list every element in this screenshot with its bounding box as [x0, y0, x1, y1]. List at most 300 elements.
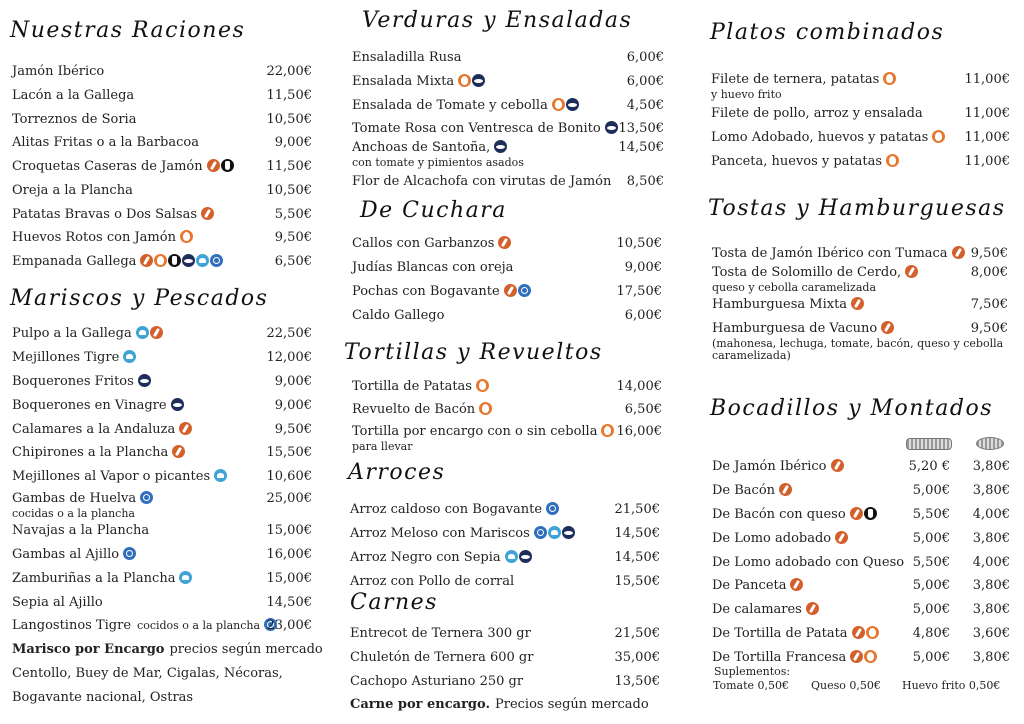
menu-item: [711, 72, 1010, 101]
item-name: De Bacón: [712, 483, 776, 498]
item-subtitle: y huevo frito: [711, 88, 782, 101]
item-price: 23,00€: [266, 618, 312, 633]
menu-item: [12, 326, 312, 343]
egg-icon: [458, 74, 471, 87]
item-price: 9,50€: [274, 421, 312, 437]
item-price: 25,00€: [266, 491, 312, 506]
item-price: 14,50€: [614, 550, 660, 565]
section-title: Verduras y Ensaladas: [362, 8, 633, 33]
mollusc-icon: [196, 254, 209, 267]
allergen-icons: [851, 297, 865, 314]
allergen-icons: [138, 374, 152, 391]
item-name: De Bacón con queso: [712, 507, 846, 522]
menu-item: [12, 491, 312, 520]
allergen-icons: [779, 483, 793, 500]
item-price: 11,50€: [266, 88, 312, 103]
baguette-icon: [906, 438, 952, 450]
item-price: 4,50€: [626, 97, 664, 113]
allergen-icons: [179, 422, 193, 439]
item-name: Zamburiñas a la Plancha: [12, 570, 176, 586]
menu-item: [12, 350, 312, 367]
item-name: Tosta de Jamón Ibérico con Tumaca: [712, 246, 948, 261]
menu-item: [352, 236, 662, 253]
allergen-icons: [136, 326, 164, 343]
item-name: Ensalada de Tomate y cebolla: [352, 97, 548, 113]
allergen-icons: [850, 507, 878, 524]
mollusc-icon: [179, 571, 192, 584]
allergen-icons: [214, 469, 228, 486]
menu-item: [712, 555, 1010, 570]
item-price: 21,50€: [614, 502, 660, 517]
gluten-icon: [172, 445, 185, 458]
montado-price: 3,80€: [972, 483, 1010, 498]
gluten-icon: [779, 483, 792, 496]
menu-item: [12, 523, 312, 538]
item-subtitle: (mahonesa, lechuga, tomate, bacón, queso y cebolla caramelizada): [712, 336, 1004, 362]
item-price: 16,00€: [266, 547, 312, 562]
item-price: 10,50€: [266, 111, 312, 127]
milk-icon: [168, 254, 181, 267]
allergen-icons: [835, 531, 849, 548]
market-price-note: [12, 642, 323, 657]
item-name: Ensaladilla Rusa: [352, 50, 462, 65]
menu-item: [12, 595, 312, 610]
item-name: Tomate Rosa con Ventresca de Bonito: [352, 121, 601, 136]
item-price: 9,50€: [274, 230, 312, 245]
allergen-icons: [140, 254, 224, 271]
item-name: Alitas Fritas o a la Barbacoa: [12, 135, 199, 150]
encargo-text: precios según mercado: [169, 642, 323, 657]
item-price: 6,50€: [274, 254, 312, 269]
market-price-note: [350, 697, 649, 712]
mollusc-icon: [505, 550, 518, 563]
item-price: 9,00€: [274, 135, 312, 150]
allergen-icons: [952, 246, 966, 263]
menu-item: [350, 550, 660, 567]
bocadillo-price: 5,00€: [912, 602, 950, 617]
item-name: Croquetas Caseras de Jamón: [12, 159, 203, 174]
item-price: 14,50€: [614, 526, 660, 541]
crustacean-icon: [534, 526, 547, 539]
allergen-icons: [505, 550, 533, 567]
item-name: Hamburguesa de Vacuno: [712, 320, 878, 336]
encargo-text: Precios según mercado: [494, 697, 649, 712]
menu-item: [712, 265, 1008, 294]
menu-item: [712, 483, 1010, 500]
allergen-icons: [494, 140, 508, 157]
mollusc-icon: [123, 350, 136, 363]
item-price: 9,00€: [624, 260, 662, 275]
item-name: De Jamón Ibérico: [712, 459, 827, 474]
item-name: Empanada Gallega: [12, 254, 137, 269]
fish-icon: [566, 98, 579, 111]
gluten-icon: [905, 265, 918, 278]
item-price: 9,00€: [274, 397, 312, 413]
menu-item: [712, 531, 1010, 548]
allergen-icons: [171, 398, 185, 415]
allergen-icons: [806, 602, 820, 619]
menu-item: [12, 374, 312, 391]
item-subtitle: con tomate y pimientos asados: [352, 156, 524, 169]
mollusc-icon: [136, 326, 149, 339]
menu-item: [12, 159, 312, 176]
section-title: Tortillas y Revueltos: [344, 340, 603, 365]
item-name: Flor de Alcachofa con virutas de Jamón: [352, 174, 612, 189]
menu-item: [352, 140, 664, 169]
item-price: 11,00€: [964, 106, 1010, 121]
allergen-icons: [479, 402, 493, 419]
item-name: Huevos Rotos con Jamón: [12, 230, 176, 245]
montado-price: 3,80€: [972, 459, 1010, 474]
section-title: De Cuchara: [360, 198, 507, 223]
item-price: 14,50€: [618, 140, 664, 155]
allergen-icons: [498, 236, 512, 253]
item-name: Arroz Meloso con Mariscos: [350, 526, 530, 541]
item-price: 6,00€: [626, 50, 664, 65]
menu-item: [712, 626, 1010, 643]
item-name: Pochas con Bogavante: [352, 283, 500, 299]
item-name: Mejillones Tigre: [12, 349, 120, 365]
item-name: Sepia al Ajillo: [12, 594, 103, 610]
allergen-icons: [180, 230, 194, 247]
egg-icon: [154, 254, 167, 267]
bocadillo-price: 5,00€: [912, 578, 950, 593]
menu-item: [711, 106, 1010, 121]
encargo-list: Centollo, Buey de Mar, Cigalas, Nécoras,: [12, 666, 283, 681]
item-price: 14,00€: [616, 379, 662, 394]
encargo-label: Carne por encargo.: [350, 697, 490, 712]
allergen-icons: [601, 424, 615, 441]
menu-item: [350, 674, 660, 689]
fish-icon: [138, 374, 151, 387]
item-price: 21,50€: [614, 626, 660, 641]
menu-item: [352, 98, 664, 115]
item-price: 6,00€: [626, 74, 664, 89]
menu-item: [712, 321, 1008, 362]
egg-icon: [479, 402, 492, 415]
bocadillo-price: 4,80€: [912, 626, 950, 641]
montado-price: 3,80€: [972, 602, 1010, 617]
menu-item: [352, 121, 664, 138]
item-price: 9,50€: [970, 320, 1008, 336]
menu-item: [712, 459, 1010, 476]
fish-icon: [519, 550, 532, 563]
egg-icon: [866, 626, 879, 639]
gluten-icon: [150, 326, 163, 339]
menu-item: [352, 284, 662, 301]
montado-icon: [976, 437, 1004, 450]
montado-price: 4,00€: [972, 555, 1010, 570]
item-name: Tortilla de Patatas: [352, 379, 472, 394]
item-price: 15,50€: [614, 573, 660, 589]
menu-item: [12, 398, 312, 415]
item-subtitle: queso y cebolla caramelizada: [712, 281, 877, 294]
menu-item: [12, 618, 312, 635]
item-price: 15,00€: [266, 523, 312, 538]
gluten-icon: [806, 602, 819, 615]
allergen-icons: [504, 284, 532, 301]
section-title: Platos combinados: [710, 20, 945, 45]
item-name: Judías Blancas con oreja: [352, 260, 514, 275]
allergen-icons: [179, 571, 193, 588]
item-name: Mejillones al Vapor o picantes: [12, 469, 211, 484]
item-name: Caldo Gallego: [352, 307, 445, 323]
egg-icon: [552, 98, 565, 111]
allergen-icons: [852, 626, 880, 643]
menu-item: [352, 379, 662, 396]
item-price: 11,50€: [266, 159, 312, 174]
menu-item: [12, 64, 312, 79]
gluten-icon: [852, 626, 865, 639]
section-title: Tostas y Hamburguesas: [708, 196, 1006, 221]
item-name: Boquerones en Vinagre: [12, 397, 167, 413]
montado-price: 3,60€: [972, 626, 1010, 641]
allergen-icons: [201, 207, 215, 224]
item-name: Tosta de Solomillo de Cerdo,: [712, 265, 902, 280]
egg-icon: [476, 379, 489, 392]
section-title: Bocadillos y Montados: [710, 396, 994, 421]
item-name: Panceta, huevos y patatas: [711, 153, 883, 169]
allergen-icons: [605, 121, 619, 138]
item-price: 14,50€: [266, 594, 312, 610]
allergen-icons: [883, 72, 897, 89]
item-name: Jamón Ibérico: [12, 64, 105, 79]
gluten-icon: [850, 650, 863, 663]
montado-price: 3,80€: [972, 578, 1010, 593]
item-price: 22,00€: [266, 64, 312, 79]
item-price: 13,50€: [614, 673, 660, 689]
gluten-icon: [831, 459, 844, 472]
section-title: Nuestras Raciones: [10, 18, 246, 43]
menu-item: [352, 50, 664, 65]
menu-item: [711, 154, 1010, 171]
item-price: 11,00€: [964, 153, 1010, 169]
item-price: 15,00€: [266, 570, 312, 586]
item-price: 9,50€: [970, 246, 1008, 261]
menu-item: [352, 424, 662, 453]
section-title: Arroces: [348, 460, 446, 485]
crustacean-icon: [123, 547, 136, 560]
gluten-icon: [881, 321, 894, 334]
allergen-icons: [831, 459, 845, 476]
item-name: Gambas de Huelva: [12, 491, 137, 506]
item-price: 6,00€: [624, 307, 662, 323]
crustacean-icon: [546, 502, 559, 515]
menu-item: [350, 502, 660, 519]
bocadillo-price: 5,00€: [912, 650, 950, 665]
fish-icon: [472, 74, 485, 87]
egg-icon: [883, 72, 896, 85]
menu-item: [712, 297, 1008, 314]
item-name: De calamares: [712, 602, 802, 617]
item-name: Oreja a la Plancha: [12, 182, 133, 198]
menu-item: [12, 183, 312, 198]
item-price: 17,50€: [616, 283, 662, 299]
menu-item: [12, 230, 312, 247]
encargo-label: Marisco por Encargo: [12, 642, 165, 657]
item-name: Filete de pollo, arroz y ensalada: [711, 106, 923, 121]
egg-icon: [932, 130, 945, 143]
item-price: 10,50€: [266, 182, 312, 198]
allergen-icons: [790, 578, 804, 595]
menu-item: [711, 130, 1010, 147]
item-name: Gambas al Ajillo: [12, 547, 120, 562]
item-name: Langostinos Tigre: [12, 618, 132, 633]
bocadillo-price: 5,50€: [912, 507, 950, 522]
suplemento-item: Tomate 0,50€: [713, 679, 790, 692]
item-name: Lomo Adobado, huevos y patatas: [711, 130, 929, 145]
fish-icon: [171, 398, 184, 411]
suplementos-label: Suplementos:: [714, 665, 791, 678]
section-title: Mariscos y Pescados: [10, 286, 269, 311]
menu-item: [12, 571, 312, 588]
item-price: 11,00€: [964, 130, 1010, 145]
gluten-icon: [504, 284, 517, 297]
allergen-icons: [534, 526, 576, 543]
egg-icon: [886, 154, 899, 167]
menu-item: [12, 469, 312, 486]
gluten-icon: [952, 246, 965, 259]
bocadillo-price: 5,50€: [912, 555, 950, 570]
montado-price: 4,00€: [972, 507, 1010, 522]
item-price: 10,50€: [616, 236, 662, 251]
item-name: Filete de ternera, patatas: [711, 72, 880, 87]
bocadillo-price: 5,00€: [912, 531, 950, 546]
allergen-icons: [458, 74, 486, 91]
item-price: 8,50€: [626, 174, 664, 189]
menu-item: [712, 246, 1008, 263]
menu-item: [352, 260, 662, 275]
egg-icon: [864, 650, 877, 663]
item-price: 15,50€: [266, 445, 312, 460]
item-name: Boquerones Fritos: [12, 373, 134, 389]
crustacean-icon: [518, 284, 531, 297]
item-name: De Lomo adobado: [712, 531, 832, 546]
allergen-icons: [172, 445, 186, 462]
item-name: Torreznos de Soria: [12, 111, 137, 127]
montado-price: 3,80€: [972, 650, 1010, 665]
menu-item: [12, 422, 312, 439]
suplemento-item: Queso 0,50€: [811, 679, 881, 692]
item-name: Ensalada Mixta: [352, 74, 455, 89]
menu-item: [712, 602, 1010, 619]
item-price: 6,50€: [624, 401, 662, 417]
menu-item: [350, 526, 660, 543]
gluten-icon: [140, 254, 153, 267]
bocadillo-price: 5,00€: [912, 483, 950, 498]
item-name: Cachopo Asturiano 250 gr: [350, 673, 524, 689]
item-price: 7,50€: [970, 297, 1008, 312]
allergen-icons: [850, 650, 878, 667]
milk-icon: [221, 159, 234, 172]
gluten-icon: [207, 159, 220, 172]
mollusc-icon: [214, 469, 227, 482]
section-title: Carnes: [350, 590, 438, 615]
item-name: Chuletón de Ternera 600 gr: [350, 650, 534, 665]
menu-item: [352, 402, 662, 419]
allergen-icons: [123, 547, 137, 564]
item-name: De Panceta: [712, 578, 787, 593]
bocadillo-price: 5,20 €: [908, 459, 950, 474]
allergen-icons: [552, 98, 580, 115]
item-price: 10,60€: [266, 469, 312, 484]
item-name: Hamburguesa Mixta: [712, 297, 848, 312]
menu-item: [12, 445, 312, 462]
item-name: Lacón a la Gallega: [12, 88, 135, 103]
item-price: 35,00€: [614, 650, 660, 665]
menu-item: [350, 626, 660, 641]
encargo-list: Bogavante nacional, Ostras: [12, 690, 194, 705]
fish-icon: [182, 254, 195, 267]
milk-icon: [864, 507, 877, 520]
allergen-icons: [546, 502, 560, 519]
gluten-icon: [498, 236, 511, 249]
item-subtitle: cocidas o a la plancha: [12, 507, 135, 520]
egg-icon: [601, 424, 614, 437]
menu-item: [12, 207, 312, 224]
allergen-icons: [476, 379, 490, 396]
item-name: Anchoas de Santoña,: [352, 140, 491, 155]
menu-item: [12, 135, 312, 150]
item-name: De Tortilla Francesa: [712, 650, 847, 665]
item-name: Arroz caldoso con Bogavante: [350, 502, 543, 517]
menu-item: [350, 650, 660, 665]
item-name: Navajas a la Plancha: [12, 523, 150, 538]
crustacean-icon: [140, 491, 153, 504]
allergen-icons: [207, 159, 235, 176]
item-price: 16,00€: [616, 424, 662, 439]
fish-icon: [605, 121, 618, 134]
menu-item: [352, 308, 662, 323]
item-name: De Tortilla de Patata: [712, 626, 848, 641]
gluten-icon: [201, 207, 214, 220]
allergen-icons: [140, 491, 154, 508]
allergen-icons: [881, 321, 895, 338]
gluten-icon: [851, 297, 864, 310]
fish-icon: [562, 526, 575, 539]
menu-item: [12, 112, 312, 127]
gluten-icon: [179, 422, 192, 435]
item-name: Callos con Garbanzos: [352, 236, 495, 251]
menu-item: [352, 174, 664, 189]
item-subtitle: para llevar: [352, 440, 413, 453]
menu-item: [12, 547, 312, 564]
allergen-icons: [123, 350, 137, 367]
mollusc-icon: [548, 526, 561, 539]
allergen-icons: [932, 130, 946, 147]
suplemento-item: Huevo frito 0,50€: [902, 679, 1001, 692]
gluten-icon: [790, 578, 803, 591]
item-price: 13,50€: [618, 121, 664, 136]
item-price: 5,50€: [274, 206, 312, 222]
item-name: Arroz Negro con Sepia: [350, 550, 501, 565]
egg-icon: [180, 230, 193, 243]
allergen-icons: [886, 154, 900, 171]
gluten-icon: [850, 507, 863, 520]
menu-item: [712, 507, 1010, 524]
menu-item: [12, 88, 312, 103]
item-price: 12,00€: [266, 349, 312, 365]
menu-item: [352, 74, 664, 91]
item-price: 8,00€: [970, 265, 1008, 280]
item-name: Patatas Bravas o Dos Salsas: [12, 206, 198, 222]
gluten-icon: [835, 531, 848, 544]
item-note: cocidos o a la plancha: [137, 619, 261, 632]
item-price: 22,50€: [266, 326, 312, 341]
menu-item: [712, 578, 1010, 595]
menu-item: [350, 574, 660, 589]
item-price: 9,00€: [274, 373, 312, 389]
